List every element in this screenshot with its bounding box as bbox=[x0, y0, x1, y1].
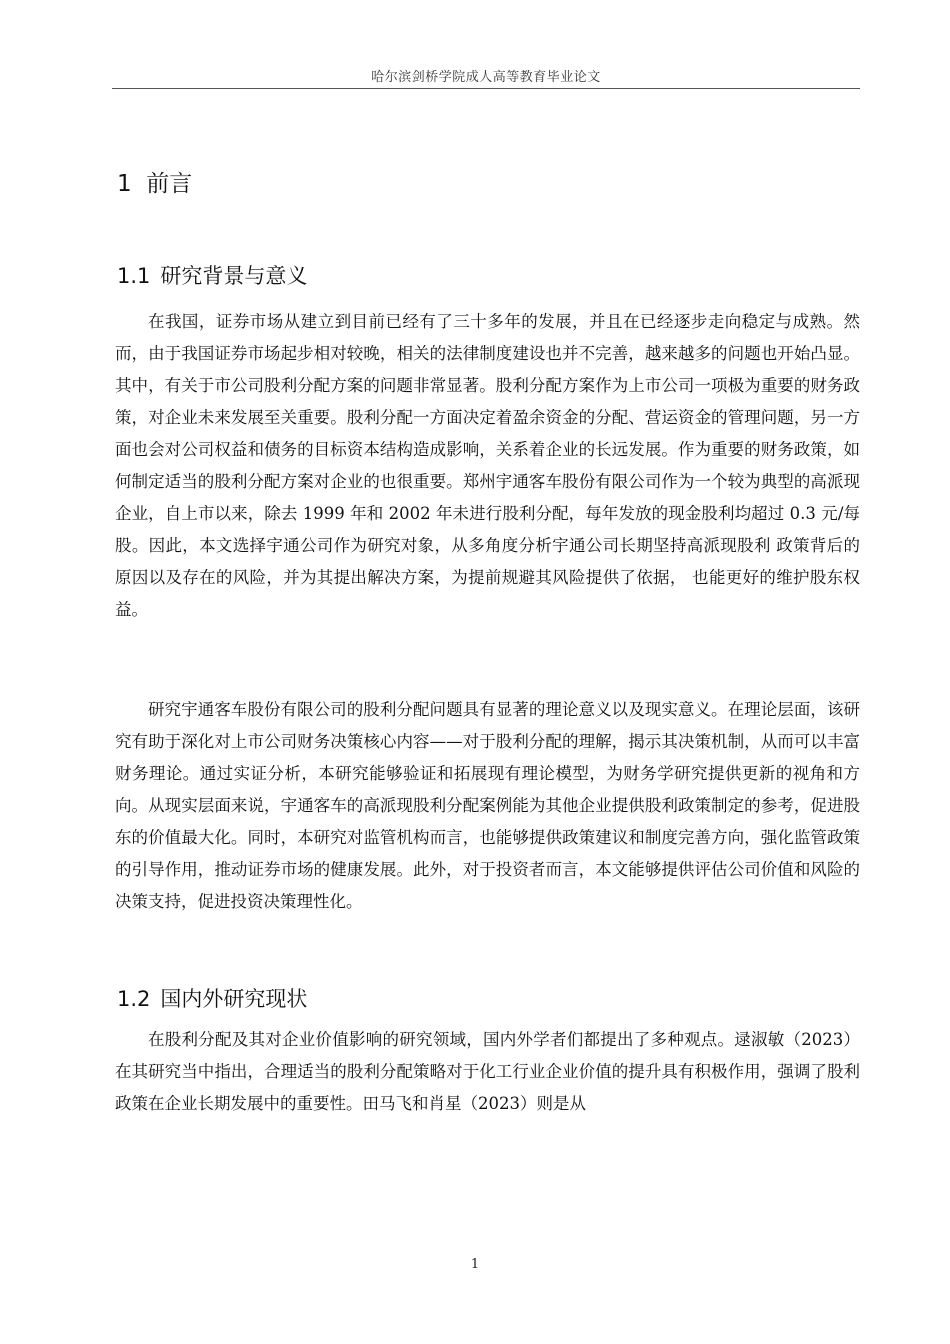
section-number: 1.1 bbox=[117, 264, 151, 288]
body-paragraph: 研究宇通客车股份有限公司的股利分配问题具有显著的理论意义以及现实意义。在理论层面，该研究有助于深化对上市公司财务决策核心内容——对于股利分配的理解，揭示其决策机制，从而可以丰富财务理论。通过实证分析，本研究能够验证和拓展现有理论模型，为财务学研究提供更新的视角和方向。从现实层面来说，宇通客车的高派现股利分配案例能为其他企业提供股利政策制定的参考，促进股东的价值最大化。同时，本研究对监管机构而言，也能够提供政策建议和制度完善方向，强化监管政策的引导作用，推动证券市场的健康发展。此外，对于投资者而言，本文能够提供评估公司价值和风险的决策支持，促进投资决策理性化。 bbox=[115, 700, 860, 911]
body-paragraph: 在股利分配及其对企业价值影响的研究领域，国内外学者们都提出了多种观点。逯淑敏（2023）在其研究当中指出，合理适当的股利分配策略对于化工行业企业价值的提升具有积极作用，强调了股利政策在企业长期发展中的重要性。田马飞和肖星（2023）则是从 bbox=[115, 1030, 860, 1113]
running-header: 哈尔滨剑桥学院成人高等教育毕业论文 bbox=[371, 70, 601, 85]
section-title-1-2 bbox=[117, 983, 307, 1013]
chapter-title-text: 前言 bbox=[146, 171, 193, 197]
section-title-1-1 bbox=[117, 260, 307, 290]
section-title-text: 研究背景与意义 bbox=[160, 264, 308, 288]
page-number: 1 bbox=[470, 1257, 480, 1272]
chapter-title bbox=[117, 165, 192, 198]
header-rule bbox=[112, 88, 860, 89]
body-paragraph: 在我国，证券市场从建立到目前已经有了三十多年的发展，并且在已经逐步走向稳定与成熟。然而，由于我国证券市场起步相对较晚，相关的法律制度建设也并不完善，越来越多的问题也开始凸显。其中，有关于市公司股利分配方案的问题非常显著。股利分配方案作为上市公司一项极为重要的财务政策，对企业未来发展至关重要。股利分配一方面决定着盈余资金的分配、营运资金的管理问题，另一方面也会对公司权益和债务的目标资本结构造成影响，关系着企业的长远发展。作为重要的财务政策，如何制定适当的股利分配方案对企业的也很重要。郑州宇通客车股份有限公司作为一个较为典型的高派现企业，自上市以来，除去 1999 年和 2002 年未进行股利分配，每年发放的现金股利均超过 0.3 元/每 股。因此，本文选择宇通公司作为研究对象，从多角度分析宇通公司长期坚持高派现股利 政策背后的原因以及存在的风险，并为其提出解决方案，为提前规避其风险提供了依据， 也能更好的维护股东权益。 bbox=[115, 312, 860, 619]
section-title-text: 国内外研究现状 bbox=[160, 987, 308, 1011]
section-number: 1.2 bbox=[117, 987, 151, 1011]
chapter-number: 1 bbox=[117, 171, 132, 197]
